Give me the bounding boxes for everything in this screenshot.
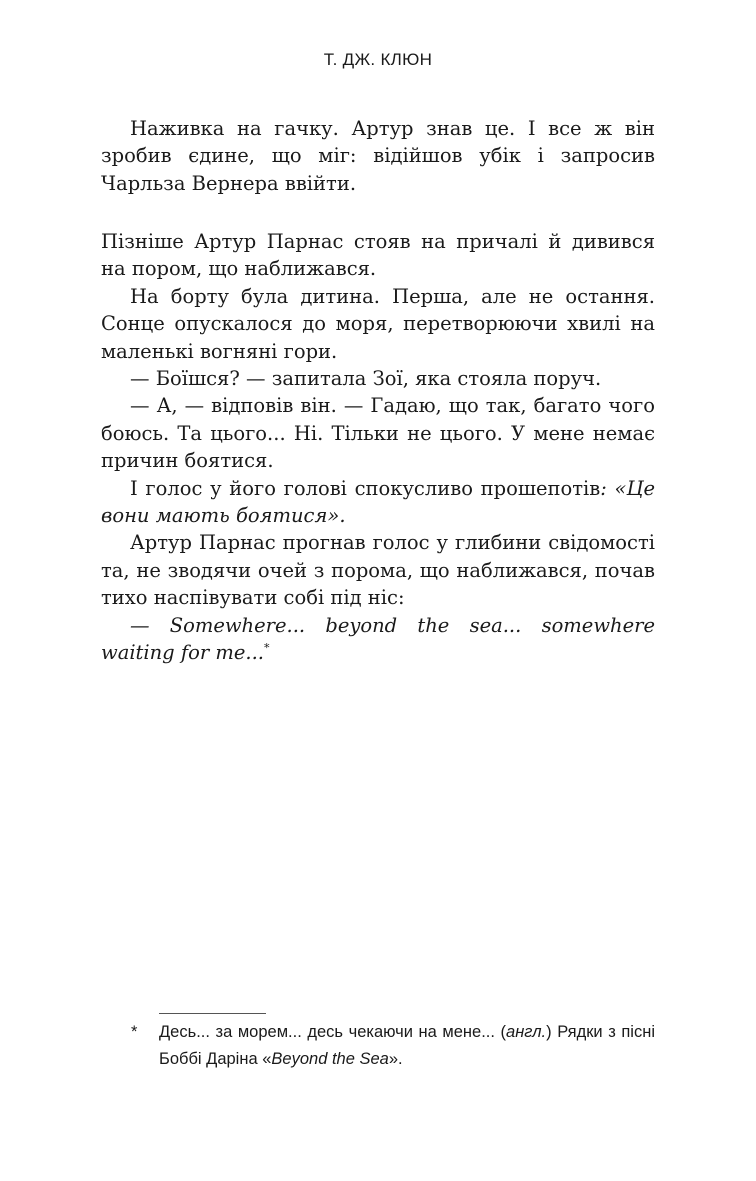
paragraph [101,529,655,611]
footnote-divider [159,1013,266,1014]
song-lyric [101,612,655,667]
paragraph: На борту була дитина. Перша, але не остання. Сонце опускалося до моря, перетворюючи хвилі на маленькі вогняні гори. [101,284,655,363]
dialogue-line: — А, — відповів він. — Гадаю, що так, багато чого боюсь. Та цього... Ні. Тільки не цього. У мене немає причин боятися. [101,394,655,473]
whisper-quote: : «Це вони мають боятися». [101,476,655,528]
running-head: Т. ДЖ. КЛЮН [323,50,433,69]
footnote-text-part: ». [388,1050,403,1068]
footnote-reference: * [263,641,270,655]
paragraph: Наживка на гачку. Артур знав це. І все ж він зробив єдине, що міг: відійшов убік і запросив Чарльза Вернера ввійти. [101,117,655,195]
footnote [101,1019,655,1073]
footnote-text [159,1019,655,1073]
paragraph-text: Артур Парнас прогнав голос у глибини свідомості та, не зводячи очей з порома, що наближався, почав тихо наспівувати собі під ніс: [101,531,655,610]
paragraph: Пізніше Артур Парнас стояв на причалі й дивився на пором, що наближався. [101,230,655,281]
paragraph-text: І голос у його голові спокусливо прошепотів [130,476,601,500]
footnote-language: англ. [506,1023,547,1041]
paragraph-group-2 [101,228,655,667]
paragraph [101,475,655,530]
song-lyric-text: — Somewhere... beyond the sea... somewhere waiting for me... [101,613,655,665]
footnote-text-part: ) Рядки з пісні Боббі Даріна « [159,1023,655,1068]
footnote-song-title: Beyond the Sea [271,1050,389,1068]
footnote-text-part: Десь... за морем... десь чекаючи на мене... ( [159,1023,507,1041]
footnote-mark: * [131,1023,138,1041]
dialogue-line: — Боїшся? — запитала Зої, яка стояла поруч. [130,367,602,391]
paragraph-group-1 [101,115,655,197]
